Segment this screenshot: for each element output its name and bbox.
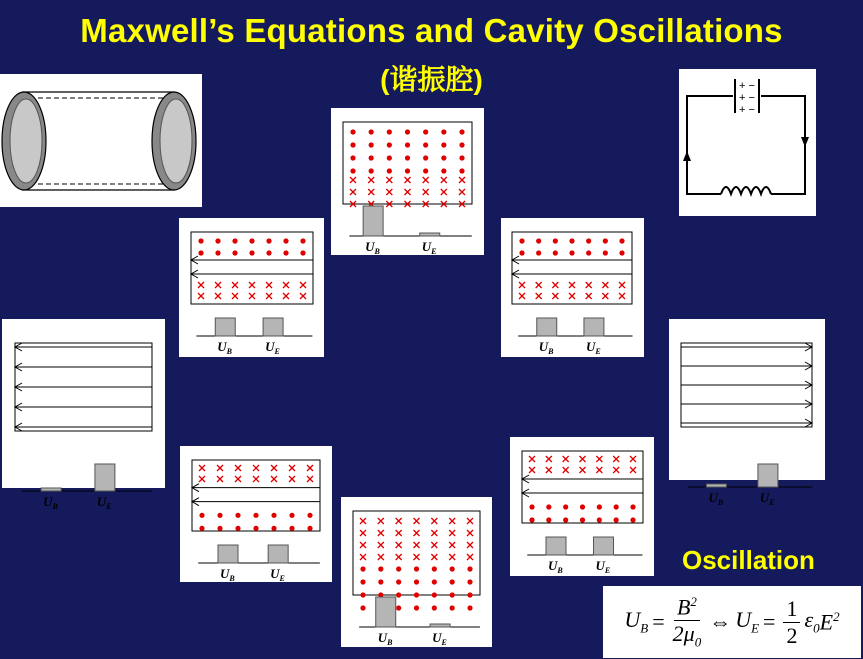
energy-formula: $U_B$ = $\frac{B^2}{2\mu_0}$ ⇔ $U_E$ = $\frac{1}{2}$ $\varepsilon_0$ $E^2$ <box>603 586 861 658</box>
formula-fraction-half: $\frac{1}{2}$ <box>783 596 800 649</box>
electric-energy-label: $U_E$ <box>759 490 775 507</box>
electric-field-line <box>681 362 812 370</box>
magnetic-field-cross <box>378 542 384 548</box>
magnetic-field-dot <box>553 238 558 243</box>
magnetic-field-dot <box>580 504 585 509</box>
magnetic-field-dot <box>396 566 401 571</box>
magnetic-field-cross <box>300 282 306 288</box>
electric-field-line <box>681 400 812 408</box>
magnetic-field-dot <box>467 605 472 610</box>
magnetic-field-dot <box>198 250 203 255</box>
magnetic-field-dot <box>396 592 401 597</box>
magnetic-field-dot <box>369 129 374 134</box>
formula-ub: $U_B$ <box>624 607 649 636</box>
electric-energy-label: $U_E$ <box>270 566 285 583</box>
magnetic-field-dot <box>536 238 541 243</box>
magnetic-field-dot <box>271 526 276 531</box>
magnetic-field-dot <box>423 155 428 160</box>
magnetic-field-dot <box>441 129 446 134</box>
magnetic-field-cross <box>215 282 221 288</box>
magnetic-field-cross <box>546 456 552 462</box>
magnetic-field-dot <box>546 517 551 522</box>
cavity-state-lower-left <box>180 446 332 582</box>
magnetic-field-cross <box>459 177 465 183</box>
magnetic-field-cross <box>249 282 255 288</box>
magnetic-field-dot <box>441 155 446 160</box>
lc-circuit-figure <box>679 69 816 216</box>
magnetic-field-cross <box>307 476 313 482</box>
magnetic-field-cross <box>396 542 402 548</box>
magnetic-field-cross <box>431 530 437 536</box>
magnetic-field-dot <box>414 566 419 571</box>
magnetic-field-cross <box>563 467 569 473</box>
magnetic-field-dot <box>217 526 222 531</box>
magnetic-field-cross <box>602 293 608 299</box>
magnetic-field-dot <box>369 168 374 173</box>
magnetic-field-dot <box>232 238 237 243</box>
magnetic-field-cross <box>414 518 420 524</box>
magnetic-field-dot <box>350 129 355 134</box>
magnetic-field-dot <box>199 526 204 531</box>
magnetic-field-cross <box>519 293 525 299</box>
magnetic-field-cross <box>360 542 366 548</box>
cavity-state-lower-right <box>510 437 654 576</box>
electric-energy-bar <box>594 537 614 555</box>
electric-field-line <box>512 270 632 278</box>
magnetic-field-dot <box>569 238 574 243</box>
electric-field-line <box>681 419 812 427</box>
magnetic-field-cross <box>586 282 592 288</box>
magnetic-energy-label: $U_B$ <box>708 490 724 507</box>
magnetic-field-dot <box>597 517 602 522</box>
magnetic-field-dot <box>360 592 365 597</box>
magnetic-field-cross <box>569 282 575 288</box>
magnetic-field-cross <box>289 476 295 482</box>
magnetic-field-cross <box>271 465 277 471</box>
magnetic-field-dot <box>529 504 534 509</box>
magnetic-field-cross <box>198 282 204 288</box>
electric-field-line <box>15 423 152 431</box>
magnetic-field-cross <box>569 293 575 299</box>
magnetic-field-dot <box>546 504 551 509</box>
magnetic-field-dot <box>405 129 410 134</box>
magnetic-field-dot <box>450 592 455 597</box>
magnetic-field-cross <box>253 476 259 482</box>
magnetic-field-dot <box>459 142 464 147</box>
magnetic-field-dot <box>283 238 288 243</box>
magnetic-field-dot <box>232 250 237 255</box>
electric-field-line <box>522 489 643 497</box>
magnetic-field-cross <box>546 467 552 473</box>
magnetic-field-dot <box>414 592 419 597</box>
magnetic-field-cross <box>253 465 259 471</box>
magnetic-field-cross <box>271 476 277 482</box>
svg-text:+ −: + − <box>739 92 755 104</box>
magnetic-field-cross <box>431 542 437 548</box>
magnetic-field-dot <box>253 526 258 531</box>
magnetic-field-dot <box>441 168 446 173</box>
magnetic-field-cross <box>459 189 465 195</box>
magnetic-field-dot <box>450 579 455 584</box>
magnetic-field-dot <box>249 250 254 255</box>
magnetic-field-cross <box>441 189 447 195</box>
magnetic-field-cross <box>467 554 473 560</box>
cavity-state-right <box>669 319 825 507</box>
magnetic-field-dot <box>360 579 365 584</box>
magnetic-field-cross <box>431 554 437 560</box>
magnetic-field-cross <box>467 518 473 524</box>
electric-field-line <box>15 343 152 351</box>
magnetic-field-dot <box>369 155 374 160</box>
electric-field-line <box>522 475 643 483</box>
magnetic-field-cross <box>266 293 272 299</box>
electric-field-line <box>192 484 320 492</box>
magnetic-field-dot <box>215 238 220 243</box>
magnetic-field-dot <box>586 238 591 243</box>
magnetic-field-dot <box>215 250 220 255</box>
magnetic-field-dot <box>563 504 568 509</box>
formula-fraction-b: $\frac{B^2}{2\mu_0}$ <box>673 589 702 656</box>
magnetic-field-cross <box>431 518 437 524</box>
magnetic-field-dot <box>519 238 524 243</box>
magnetic-field-cross <box>350 177 356 183</box>
magnetic-energy-bar <box>706 484 726 487</box>
magnetic-field-cross <box>467 530 473 536</box>
magnetic-field-dot <box>271 513 276 518</box>
cavity-state-upper-right <box>501 218 644 357</box>
magnetic-field-dot <box>414 579 419 584</box>
magnetic-field-cross <box>580 456 586 462</box>
magnetic-field-dot <box>519 250 524 255</box>
magnetic-field-cross <box>467 542 473 548</box>
magnetic-field-dot <box>432 579 437 584</box>
magnetic-field-dot <box>405 155 410 160</box>
magnetic-field-cross <box>368 177 374 183</box>
magnetic-field-cross <box>552 293 558 299</box>
magnetic-field-cross <box>307 465 313 471</box>
magnetic-field-dot <box>569 250 574 255</box>
magnetic-field-cross <box>198 293 204 299</box>
magnetic-field-cross <box>449 542 455 548</box>
magnetic-field-dot <box>300 250 305 255</box>
electric-energy-label: $U_E$ <box>421 239 437 256</box>
magnetic-field-cross <box>405 177 411 183</box>
magnetic-field-cross <box>630 456 636 462</box>
electric-energy-bar <box>263 318 283 336</box>
magnetic-field-dot <box>378 566 383 571</box>
formula-eps: $\varepsilon_0$ <box>804 607 820 636</box>
formula-ue: $U_E$ <box>735 607 760 636</box>
magnetic-field-cross <box>423 189 429 195</box>
magnetic-field-dot <box>283 250 288 255</box>
magnetic-energy-label: $U_B$ <box>365 239 380 256</box>
magnetic-field-cross <box>563 456 569 462</box>
magnetic-field-dot <box>199 513 204 518</box>
magnetic-field-cross <box>630 467 636 473</box>
magnetic-field-dot <box>450 566 455 571</box>
slide-title: Maxwell’s Equations and Cavity Oscillations <box>80 12 783 49</box>
magnetic-field-dot <box>414 605 419 610</box>
magnetic-field-dot <box>586 250 591 255</box>
magnetic-field-dot <box>266 238 271 243</box>
magnetic-field-cross <box>396 530 402 536</box>
magnetic-field-dot <box>563 517 568 522</box>
magnetic-field-cross <box>386 189 392 195</box>
magnetic-field-dot <box>253 513 258 518</box>
magnetic-field-cross <box>386 177 392 183</box>
magnetic-field-cross <box>396 554 402 560</box>
magnetic-energy-label: $U_B$ <box>43 494 58 511</box>
formula-e2: $E^2$ <box>819 608 840 635</box>
magnetic-field-dot <box>396 579 401 584</box>
electric-energy-label: $U_E$ <box>265 339 280 356</box>
magnetic-field-cross <box>449 518 455 524</box>
electric-energy-bar <box>584 318 604 336</box>
magnetic-field-dot <box>603 250 608 255</box>
magnetic-field-cross <box>441 177 447 183</box>
magnetic-field-dot <box>423 142 428 147</box>
electric-field-line <box>15 403 152 411</box>
electric-field-line <box>192 498 320 506</box>
magnetic-field-dot <box>423 168 428 173</box>
magnetic-field-dot <box>405 142 410 147</box>
svg-text:+ −: + − <box>739 80 755 92</box>
electric-field-line <box>15 363 152 371</box>
electric-field-line <box>191 270 313 278</box>
cavity-state-bottom <box>341 497 492 647</box>
magnetic-field-cross <box>368 189 374 195</box>
magnetic-energy-label: $U_B$ <box>220 566 235 583</box>
magnetic-field-dot <box>450 605 455 610</box>
magnetic-energy-bar <box>376 597 396 627</box>
magnetic-energy-bar <box>41 488 61 491</box>
magnetic-field-cross <box>199 476 205 482</box>
magnetic-energy-label: $U_B$ <box>377 630 393 647</box>
magnetic-field-dot <box>459 168 464 173</box>
magnetic-field-cross <box>350 189 356 195</box>
electric-field-line <box>512 256 632 264</box>
magnetic-field-dot <box>432 605 437 610</box>
magnetic-field-dot <box>467 579 472 584</box>
magnetic-field-dot <box>198 238 203 243</box>
magnetic-field-dot <box>387 142 392 147</box>
magnetic-field-cross <box>519 282 525 288</box>
magnetic-energy-label: $U_B$ <box>217 339 232 356</box>
magnetic-field-cross <box>360 554 366 560</box>
magnetic-field-dot <box>249 238 254 243</box>
magnetic-field-cross <box>619 293 625 299</box>
magnetic-field-dot <box>235 513 240 518</box>
magnetic-field-cross <box>378 530 384 536</box>
magnetic-field-cross <box>529 467 535 473</box>
magnetic-field-dot <box>529 517 534 522</box>
magnetic-field-dot <box>350 142 355 147</box>
magnetic-energy-label: $U_B$ <box>548 558 563 575</box>
magnetic-field-dot <box>467 566 472 571</box>
magnetic-field-cross <box>414 554 420 560</box>
magnetic-field-cross <box>613 456 619 462</box>
magnetic-field-dot <box>235 526 240 531</box>
magnetic-field-cross <box>217 476 223 482</box>
magnetic-field-dot <box>423 129 428 134</box>
magnetic-field-cross <box>596 467 602 473</box>
magnetic-field-dot <box>459 129 464 134</box>
magnetic-field-dot <box>387 155 392 160</box>
magnetic-field-dot <box>603 238 608 243</box>
slide-subtitle: (谐振腔) <box>380 64 483 95</box>
magnetic-field-dot <box>459 155 464 160</box>
magnetic-field-dot <box>350 168 355 173</box>
magnetic-field-dot <box>597 504 602 509</box>
magnetic-field-cross <box>449 530 455 536</box>
magnetic-field-dot <box>553 250 558 255</box>
magnetic-field-dot <box>619 250 624 255</box>
magnetic-field-cross <box>266 282 272 288</box>
magnetic-field-dot <box>289 513 294 518</box>
magnetic-field-dot <box>432 566 437 571</box>
electric-field-line <box>15 383 152 391</box>
electric-energy-label: $U_E$ <box>585 339 601 356</box>
magnetic-field-cross <box>360 518 366 524</box>
formula-equivalence: ⇔ <box>709 609 732 634</box>
magnetic-field-cross <box>232 282 238 288</box>
magnetic-field-cross <box>449 554 455 560</box>
cavity-state-top <box>331 108 484 255</box>
magnetic-field-cross <box>235 465 241 471</box>
magnetic-field-dot <box>217 513 222 518</box>
magnetic-field-dot <box>378 579 383 584</box>
magnetic-field-dot <box>405 168 410 173</box>
electric-energy-label: $U_E$ <box>595 558 611 575</box>
magnetic-field-cross <box>378 554 384 560</box>
magnetic-field-dot <box>580 517 585 522</box>
electric-energy-label: $U_E$ <box>96 494 112 511</box>
magnetic-field-dot <box>307 513 312 518</box>
magnetic-energy-bar <box>363 206 383 236</box>
magnetic-field-cross <box>536 293 542 299</box>
magnetic-field-dot <box>467 592 472 597</box>
svg-text:+ −: + − <box>739 104 755 116</box>
magnetic-field-cross <box>249 293 255 299</box>
magnetic-field-cross <box>586 293 592 299</box>
magnetic-energy-bar <box>537 318 557 336</box>
magnetic-field-dot <box>619 238 624 243</box>
electric-energy-label: $U_E$ <box>432 630 447 647</box>
magnetic-field-cross <box>536 282 542 288</box>
magnetic-field-cross <box>613 467 619 473</box>
magnetic-field-cross <box>529 456 535 462</box>
magnetic-field-cross <box>596 456 602 462</box>
magnetic-field-cross <box>405 189 411 195</box>
magnetic-field-dot <box>630 517 635 522</box>
electric-field-line <box>681 343 812 351</box>
magnetic-field-cross <box>283 293 289 299</box>
magnetic-field-dot <box>387 129 392 134</box>
cavity-state-upper-left <box>179 218 324 357</box>
magnetic-energy-bar <box>215 318 235 336</box>
magnetic-field-dot <box>300 238 305 243</box>
magnetic-field-cross <box>414 542 420 548</box>
magnetic-field-cross <box>199 465 205 471</box>
magnetic-field-dot <box>614 517 619 522</box>
magnetic-field-cross <box>423 177 429 183</box>
magnetic-field-cross <box>619 282 625 288</box>
magnetic-field-cross <box>289 465 295 471</box>
magnetic-field-dot <box>396 605 401 610</box>
cavity-box <box>192 460 320 531</box>
magnetic-field-cross <box>215 293 221 299</box>
magnetic-field-dot <box>630 504 635 509</box>
magnetic-field-dot <box>536 250 541 255</box>
magnetic-field-cross <box>580 467 586 473</box>
cylinder-cavity-figure <box>0 74 202 207</box>
magnetic-field-dot <box>441 142 446 147</box>
magnetic-field-dot <box>289 526 294 531</box>
electric-energy-bar <box>430 624 450 627</box>
cavity-box <box>522 451 643 523</box>
electric-energy-bar <box>758 464 778 487</box>
magnetic-field-cross <box>414 530 420 536</box>
magnetic-field-dot <box>360 566 365 571</box>
magnetic-field-cross <box>378 518 384 524</box>
magnetic-field-cross <box>217 465 223 471</box>
magnetic-field-cross <box>235 476 241 482</box>
electric-energy-bar <box>95 464 115 491</box>
magnetic-field-cross <box>396 518 402 524</box>
magnetic-field-dot <box>360 605 365 610</box>
oscillation-label: Oscillation <box>682 545 815 575</box>
magnetic-field-dot <box>432 592 437 597</box>
magnetic-field-cross <box>300 293 306 299</box>
magnetic-energy-label: $U_B$ <box>538 339 554 356</box>
magnetic-field-cross <box>283 282 289 288</box>
magnetic-field-cross <box>232 293 238 299</box>
magnetic-field-dot <box>307 526 312 531</box>
magnetic-field-dot <box>614 504 619 509</box>
magnetic-energy-bar <box>218 545 238 563</box>
magnetic-field-dot <box>387 168 392 173</box>
electric-field-line <box>191 256 313 264</box>
magnetic-field-dot <box>266 250 271 255</box>
cavity-state-left <box>2 319 165 511</box>
magnetic-field-cross <box>552 282 558 288</box>
magnetic-energy-bar <box>546 537 566 555</box>
electric-energy-bar <box>268 545 288 563</box>
magnetic-field-cross <box>360 530 366 536</box>
magnetic-field-cross <box>602 282 608 288</box>
magnetic-field-dot <box>350 155 355 160</box>
electric-energy-bar <box>420 233 440 236</box>
magnetic-field-dot <box>369 142 374 147</box>
electric-field-line <box>681 381 812 389</box>
